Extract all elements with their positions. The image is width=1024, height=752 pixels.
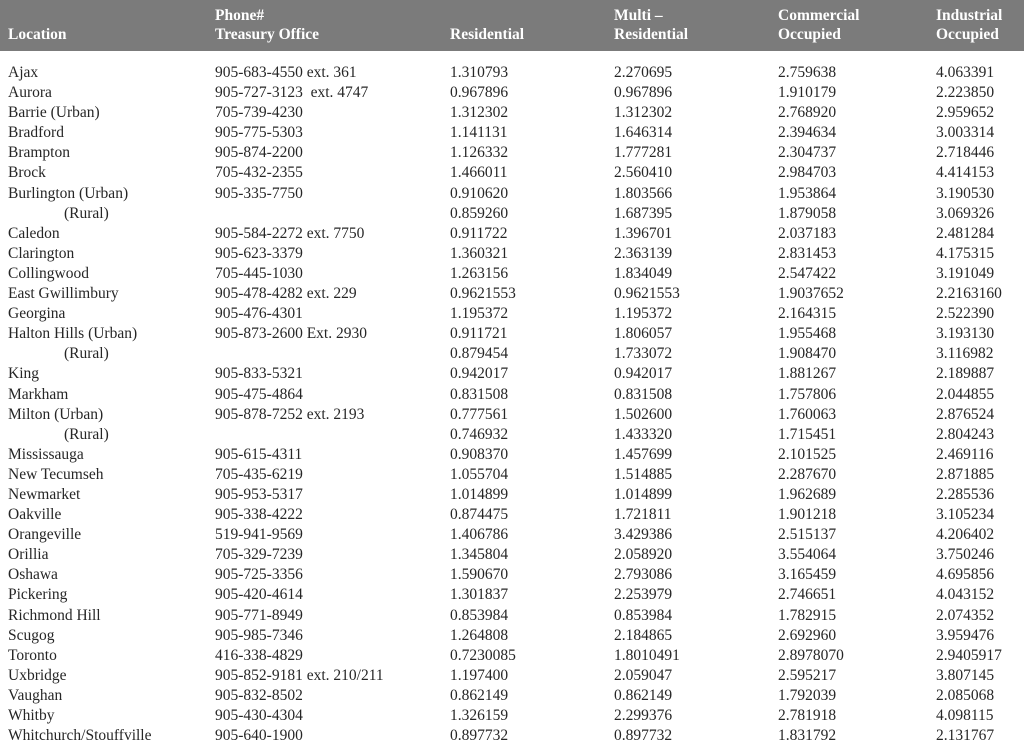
phone-cell: 705-329-7239 bbox=[215, 546, 303, 564]
phone-cell: 705-739-4230 bbox=[215, 104, 303, 122]
phone-cell: 705-432-2355 bbox=[215, 164, 303, 182]
commercial-occupied-rate-cell: 1.879058 bbox=[778, 204, 837, 222]
location-cell: Uxbridge bbox=[8, 666, 67, 684]
table-row bbox=[0, 445, 1024, 465]
commercial-occupied-rate-cell: 1.910179 bbox=[778, 84, 837, 102]
multi-residential-rate-cell: 2.299376 bbox=[614, 707, 673, 724]
commercial-occupied-rate-cell: 2.304737 bbox=[778, 144, 837, 162]
residential-rate-cell: 1.466011 bbox=[450, 164, 508, 182]
industrial-occupied-rate-cell: 3.807145 bbox=[936, 666, 995, 684]
industrial-occupied-rate-cell: 2.9405917 bbox=[936, 646, 1002, 664]
multi-residential-rate-cell: 1.014899 bbox=[614, 485, 673, 503]
table-row bbox=[0, 204, 1024, 224]
location-cell: Collingwood bbox=[8, 264, 89, 282]
commercial-occupied-rate-cell: 2.037183 bbox=[778, 224, 837, 242]
table-row bbox=[0, 726, 1024, 746]
commercial-occupied-rate-cell: 3.165459 bbox=[778, 566, 837, 584]
industrial-occupied-rate-cell: 2.044855 bbox=[936, 385, 995, 403]
residential-rate-cell: 0.853984 bbox=[450, 606, 509, 624]
header-line: Location bbox=[8, 26, 67, 43]
multi-residential-rate-cell: 1.806057 bbox=[614, 325, 673, 343]
location-cell: Pickering bbox=[8, 586, 68, 604]
residential-rate-cell: 0.908370 bbox=[450, 445, 509, 463]
commercial-occupied-rate-cell: 2.8978070 bbox=[778, 646, 844, 664]
commercial-occupied-rate-cell: 2.768920 bbox=[778, 104, 837, 122]
table-row bbox=[0, 666, 1024, 686]
phone-cell: 905-985-7346 bbox=[215, 626, 303, 644]
commercial-occupied-rate-cell: 2.101525 bbox=[778, 445, 837, 463]
table-row bbox=[0, 83, 1024, 103]
commercial-occupied-rate-cell: 1.908470 bbox=[778, 345, 837, 363]
table-row bbox=[0, 143, 1024, 163]
residential-rate-cell: 1.197400 bbox=[450, 666, 509, 684]
industrial-occupied-rate-cell: 2.285536 bbox=[936, 485, 995, 503]
multi-residential-rate-cell: 2.059047 bbox=[614, 666, 673, 684]
table-body bbox=[0, 51, 1024, 746]
phone-cell: 905-833-5321 bbox=[215, 365, 303, 383]
industrial-occupied-rate-cell: 3.190530 bbox=[936, 184, 995, 202]
commercial-occupied-rate-cell: 2.547422 bbox=[778, 264, 837, 282]
multi-residential-rate-cell: 1.803566 bbox=[614, 184, 673, 202]
industrial-occupied-rate-cell: 3.750246 bbox=[936, 546, 995, 564]
industrial-occupied-rate-cell: 3.069326 bbox=[936, 204, 995, 222]
residential-rate-cell: 1.126332 bbox=[450, 144, 509, 162]
industrial-occupied-rate-cell: 2.522390 bbox=[936, 305, 995, 323]
residential-rate-cell: 0.9621553 bbox=[450, 285, 516, 303]
residential-rate-cell: 1.141131 bbox=[450, 124, 508, 142]
phone-cell: 905-335-7750 bbox=[215, 184, 303, 202]
table-header bbox=[0, 0, 1024, 51]
commercial-occupied-rate-cell: 2.759638 bbox=[778, 64, 837, 81]
table-row bbox=[0, 224, 1024, 244]
residential-rate-cell: 0.746932 bbox=[450, 425, 509, 443]
industrial-occupied-rate-cell: 4.098115 bbox=[936, 707, 994, 724]
header-line bbox=[450, 6, 614, 25]
location-cell: Aurora bbox=[8, 84, 52, 102]
residential-rate-cell: 1.014899 bbox=[450, 485, 509, 503]
location-cell: Brampton bbox=[8, 144, 70, 162]
industrial-occupied-rate-cell: 2.876524 bbox=[936, 405, 995, 423]
industrial-occupied-rate-cell: 3.193130 bbox=[936, 325, 995, 343]
phone-cell: 905-623-3379 bbox=[215, 244, 303, 262]
column-header-industrial-occupied bbox=[936, 0, 1024, 51]
industrial-occupied-rate-cell: 4.695856 bbox=[936, 566, 995, 584]
location-cell: Halton Hills (Urban) bbox=[8, 325, 138, 343]
residential-rate-cell: 1.312302 bbox=[450, 104, 509, 122]
phone-cell: 905-478-4282 ext. 229 bbox=[215, 285, 357, 303]
table-row bbox=[0, 123, 1024, 143]
industrial-occupied-rate-cell: 3.003314 bbox=[936, 124, 995, 142]
residential-rate-cell: 1.195372 bbox=[450, 305, 509, 323]
phone-cell: 416-338-4829 bbox=[215, 646, 303, 664]
location-cell: Whitby bbox=[8, 707, 55, 724]
industrial-occupied-rate-cell: 3.191049 bbox=[936, 264, 995, 282]
residential-rate-cell: 0.910620 bbox=[450, 184, 509, 202]
header-line: Occupied bbox=[778, 26, 841, 43]
phone-cell: 905-953-5317 bbox=[215, 485, 303, 503]
table-row bbox=[0, 163, 1024, 183]
multi-residential-rate-cell: 1.646314 bbox=[614, 124, 673, 142]
multi-residential-rate-cell: 1.721811 bbox=[614, 506, 672, 524]
commercial-occupied-rate-cell: 2.746651 bbox=[778, 586, 837, 604]
multi-residential-rate-cell: 0.9621553 bbox=[614, 285, 680, 303]
location-cell: King bbox=[8, 365, 39, 383]
residential-rate-cell: 0.7230085 bbox=[450, 646, 516, 664]
table-row bbox=[0, 706, 1024, 726]
phone-cell: 905-874-2200 bbox=[215, 144, 303, 162]
phone-cell: 905-683-4550 ext. 361 bbox=[215, 64, 357, 81]
phone-cell: 905-430-4304 bbox=[215, 707, 303, 724]
table-row bbox=[0, 364, 1024, 384]
phone-cell: 905-420-4614 bbox=[215, 586, 303, 604]
phone-cell bbox=[215, 425, 450, 445]
table-row bbox=[0, 344, 1024, 364]
industrial-occupied-rate-cell: 2.469116 bbox=[936, 445, 994, 463]
residential-rate-cell: 1.326159 bbox=[450, 707, 509, 724]
industrial-occupied-rate-cell: 4.206402 bbox=[936, 526, 995, 544]
location-cell: Oakville bbox=[8, 506, 62, 524]
multi-residential-rate-cell: 2.793086 bbox=[614, 566, 673, 584]
header-line: Residential bbox=[450, 26, 525, 43]
header-line: Industrial bbox=[936, 7, 1003, 24]
multi-residential-rate-cell: 2.363139 bbox=[614, 244, 673, 262]
industrial-occupied-rate-cell: 2.2163160 bbox=[936, 285, 1002, 303]
industrial-occupied-rate-cell: 4.175315 bbox=[936, 244, 995, 262]
commercial-occupied-rate-cell: 2.164315 bbox=[778, 305, 837, 323]
phone-cell: 519-941-9569 bbox=[215, 526, 303, 544]
industrial-occupied-rate-cell: 2.085068 bbox=[936, 686, 995, 704]
location-cell: Richmond Hill bbox=[8, 606, 101, 624]
commercial-occupied-rate-cell: 1.715451 bbox=[778, 425, 837, 443]
table-row bbox=[0, 505, 1024, 525]
phone-cell: 705-435-6219 bbox=[215, 465, 303, 483]
residential-rate-cell: 0.777561 bbox=[450, 405, 509, 423]
header-line: Occupied bbox=[936, 26, 999, 43]
residential-rate-cell: 1.264808 bbox=[450, 626, 509, 644]
multi-residential-rate-cell: 2.560410 bbox=[614, 164, 673, 182]
commercial-occupied-rate-cell: 2.692960 bbox=[778, 626, 837, 644]
multi-residential-rate-cell: 1.457699 bbox=[614, 445, 673, 463]
table-row bbox=[0, 686, 1024, 706]
multi-residential-rate-cell: 2.270695 bbox=[614, 64, 673, 81]
industrial-occupied-rate-cell: 3.105234 bbox=[936, 506, 995, 524]
phone-cell bbox=[215, 204, 450, 224]
column-header-commercial-occupied bbox=[778, 0, 936, 51]
commercial-occupied-rate-cell: 3.554064 bbox=[778, 546, 837, 564]
commercial-occupied-rate-cell: 1.955468 bbox=[778, 325, 837, 343]
multi-residential-rate-cell: 1.687395 bbox=[614, 204, 673, 222]
industrial-occupied-rate-cell: 2.223850 bbox=[936, 84, 995, 102]
location-cell: Newmarket bbox=[8, 485, 81, 503]
location-cell: Scugog bbox=[8, 626, 55, 644]
commercial-occupied-rate-cell: 1.760063 bbox=[778, 405, 837, 423]
table-row bbox=[0, 184, 1024, 204]
residential-rate-cell: 1.406786 bbox=[450, 526, 509, 544]
location-cell: Barrie (Urban) bbox=[8, 104, 100, 122]
commercial-occupied-rate-cell: 2.515137 bbox=[778, 526, 837, 544]
column-header-location bbox=[0, 0, 215, 51]
multi-residential-rate-cell: 0.967896 bbox=[614, 84, 673, 102]
industrial-occupied-rate-cell: 3.116982 bbox=[936, 345, 994, 363]
industrial-occupied-rate-cell: 4.063391 bbox=[936, 64, 995, 81]
table-row bbox=[0, 626, 1024, 646]
commercial-occupied-rate-cell: 2.831453 bbox=[778, 244, 837, 262]
table-row bbox=[0, 606, 1024, 626]
multi-residential-rate-cell: 1.433320 bbox=[614, 425, 673, 443]
header-line bbox=[8, 6, 215, 25]
industrial-occupied-rate-cell: 2.718446 bbox=[936, 144, 995, 162]
table-row bbox=[0, 545, 1024, 565]
residential-rate-cell: 1.310793 bbox=[450, 64, 509, 81]
phone-cell: 905-615-4311 bbox=[215, 445, 303, 463]
location-cell: Vaughan bbox=[8, 686, 63, 704]
industrial-occupied-rate-cell: 3.959476 bbox=[936, 626, 995, 644]
phone-cell: 905-771-8949 bbox=[215, 606, 303, 624]
table-row bbox=[0, 324, 1024, 344]
table-row bbox=[0, 646, 1024, 666]
header-row bbox=[0, 0, 1024, 51]
location-cell: Milton (Urban) bbox=[8, 405, 104, 423]
header-line: Commercial bbox=[778, 7, 860, 24]
multi-residential-rate-cell: 0.897732 bbox=[614, 727, 673, 745]
multi-residential-rate-cell: 1.502600 bbox=[614, 405, 673, 423]
multi-residential-rate-cell: 2.058920 bbox=[614, 546, 673, 564]
location-cell: East Gwillimbury bbox=[8, 285, 119, 303]
commercial-occupied-rate-cell: 2.595217 bbox=[778, 666, 837, 684]
industrial-occupied-rate-cell: 2.131767 bbox=[936, 727, 995, 745]
table-row bbox=[0, 485, 1024, 505]
industrial-occupied-rate-cell: 2.481284 bbox=[936, 224, 995, 242]
location-cell: New Tecumseh bbox=[8, 465, 104, 483]
commercial-occupied-rate-cell: 2.394634 bbox=[778, 124, 837, 142]
residential-rate-cell: 1.345804 bbox=[450, 546, 509, 564]
header-line: Phone# bbox=[215, 7, 265, 24]
location-cell: Georgina bbox=[8, 305, 66, 323]
table-row bbox=[0, 385, 1024, 405]
commercial-occupied-rate-cell: 1.792039 bbox=[778, 686, 837, 704]
table-row bbox=[0, 565, 1024, 585]
industrial-occupied-rate-cell: 2.804243 bbox=[936, 425, 995, 443]
commercial-occupied-rate-cell: 1.9037652 bbox=[778, 285, 844, 303]
phone-cell: 905-338-4222 bbox=[215, 506, 303, 524]
industrial-occupied-rate-cell: 2.074352 bbox=[936, 606, 995, 624]
multi-residential-rate-cell: 1.733072 bbox=[614, 345, 673, 363]
table-row bbox=[0, 525, 1024, 545]
commercial-occupied-rate-cell: 1.831792 bbox=[778, 727, 837, 745]
multi-residential-rate-cell: 1.777281 bbox=[614, 144, 673, 162]
residential-rate-cell: 0.897732 bbox=[450, 727, 509, 745]
residential-rate-cell: 1.590670 bbox=[450, 566, 509, 584]
location-cell: Whitchurch/Stouffville bbox=[8, 727, 152, 745]
multi-residential-rate-cell: 1.834049 bbox=[614, 264, 673, 282]
commercial-occupied-rate-cell: 1.962689 bbox=[778, 485, 837, 503]
industrial-occupied-rate-cell: 2.959652 bbox=[936, 104, 995, 122]
commercial-occupied-rate-cell: 2.984703 bbox=[778, 164, 837, 182]
location-cell: (Rural) bbox=[64, 425, 109, 443]
location-cell: Toronto bbox=[8, 646, 57, 664]
phone-cell: 905-878-7252 ext. 2193 bbox=[215, 405, 365, 423]
phone-cell: 905-832-8502 bbox=[215, 686, 303, 704]
multi-residential-rate-cell: 2.184865 bbox=[614, 626, 673, 644]
residential-rate-cell: 0.859260 bbox=[450, 204, 509, 222]
commercial-occupied-rate-cell: 2.287670 bbox=[778, 465, 837, 483]
multi-residential-rate-cell: 1.312302 bbox=[614, 104, 673, 122]
location-cell: (Rural) bbox=[64, 204, 109, 222]
residential-rate-cell: 1.055704 bbox=[450, 465, 509, 483]
header-line: Residential bbox=[614, 26, 689, 43]
multi-residential-rate-cell: 1.195372 bbox=[614, 305, 673, 323]
location-cell: Caledon bbox=[8, 224, 60, 242]
phone-cell: 905-725-3356 bbox=[215, 566, 303, 584]
phone-cell: 905-640-1900 bbox=[215, 727, 303, 745]
residential-rate-cell: 0.862149 bbox=[450, 686, 509, 704]
commercial-occupied-rate-cell: 1.901218 bbox=[778, 506, 837, 524]
commercial-occupied-rate-cell: 1.782915 bbox=[778, 606, 837, 624]
multi-residential-rate-cell: 2.253979 bbox=[614, 586, 673, 604]
multi-residential-rate-cell: 1.514885 bbox=[614, 465, 673, 483]
table-row bbox=[0, 244, 1024, 264]
location-cell: Orillia bbox=[8, 546, 49, 564]
residential-rate-cell: 0.874475 bbox=[450, 506, 509, 524]
multi-residential-rate-cell: 0.853984 bbox=[614, 606, 673, 624]
location-cell: Ajax bbox=[8, 64, 39, 81]
table-row bbox=[0, 51, 1024, 83]
residential-rate-cell: 1.360321 bbox=[450, 244, 509, 262]
phone-cell: 705-445-1030 bbox=[215, 264, 303, 282]
phone-cell: 905-476-4301 bbox=[215, 305, 303, 323]
location-cell: (Rural) bbox=[64, 345, 109, 363]
residential-rate-cell: 0.967896 bbox=[450, 84, 509, 102]
phone-cell: 905-775-5303 bbox=[215, 124, 303, 142]
industrial-occupied-rate-cell: 4.043152 bbox=[936, 586, 995, 604]
commercial-occupied-rate-cell: 1.953864 bbox=[778, 184, 837, 202]
residential-rate-cell: 0.831508 bbox=[450, 385, 509, 403]
table-row bbox=[0, 425, 1024, 445]
residential-rate-cell: 0.911722 bbox=[450, 224, 508, 242]
commercial-occupied-rate-cell: 1.757806 bbox=[778, 385, 837, 403]
residential-rate-cell: 1.301837 bbox=[450, 586, 509, 604]
location-cell: Markham bbox=[8, 385, 69, 403]
industrial-occupied-rate-cell: 2.189887 bbox=[936, 365, 995, 383]
multi-residential-rate-cell: 1.396701 bbox=[614, 224, 673, 242]
column-header-multi-residential bbox=[614, 0, 778, 51]
multi-residential-rate-cell: 0.862149 bbox=[614, 686, 673, 704]
location-cell: Brock bbox=[8, 164, 46, 182]
location-cell: Clarington bbox=[8, 244, 75, 262]
phone-cell: 905-852-9181 ext. 210/211 bbox=[215, 666, 384, 684]
residential-rate-cell: 1.263156 bbox=[450, 264, 509, 282]
phone-cell: 905-727-3123 ext. 4747 bbox=[215, 84, 369, 102]
phone-cell: 905-873-2600 Ext. 2930 bbox=[215, 325, 367, 343]
commercial-occupied-rate-cell: 1.881267 bbox=[778, 365, 837, 383]
location-cell: Orangeville bbox=[8, 526, 82, 544]
phone-cell bbox=[215, 344, 450, 364]
table-row bbox=[0, 264, 1024, 284]
residential-rate-cell: 0.879454 bbox=[450, 345, 509, 363]
multi-residential-rate-cell: 3.429386 bbox=[614, 526, 673, 544]
multi-residential-rate-cell: 0.831508 bbox=[614, 385, 673, 403]
column-header-phone-treasury-office bbox=[215, 0, 450, 51]
phone-cell: 905-475-4864 bbox=[215, 385, 303, 403]
multi-residential-rate-cell: 1.8010491 bbox=[614, 646, 680, 664]
phone-cell: 905-584-2272 ext. 7750 bbox=[215, 224, 365, 242]
multi-residential-rate-cell: 0.942017 bbox=[614, 365, 673, 383]
residential-rate-cell: 0.911721 bbox=[450, 325, 508, 343]
column-header-residential bbox=[450, 0, 614, 51]
location-cell: Oshawa bbox=[8, 566, 58, 584]
table-row bbox=[0, 585, 1024, 605]
table-row bbox=[0, 405, 1024, 425]
table-row bbox=[0, 103, 1024, 123]
commercial-occupied-rate-cell: 2.781918 bbox=[778, 707, 837, 724]
table-row bbox=[0, 465, 1024, 485]
location-cell: Mississauga bbox=[8, 445, 84, 463]
header-line: Treasury Office bbox=[215, 26, 320, 43]
table-row bbox=[0, 284, 1024, 304]
location-cell: Bradford bbox=[8, 124, 64, 142]
industrial-occupied-rate-cell: 2.871885 bbox=[936, 465, 995, 483]
location-cell: Burlington (Urban) bbox=[8, 184, 129, 202]
industrial-occupied-rate-cell: 4.414153 bbox=[936, 164, 995, 182]
header-line: Multi – bbox=[614, 7, 663, 24]
table-row bbox=[0, 304, 1024, 324]
residential-rate-cell: 0.942017 bbox=[450, 365, 509, 383]
